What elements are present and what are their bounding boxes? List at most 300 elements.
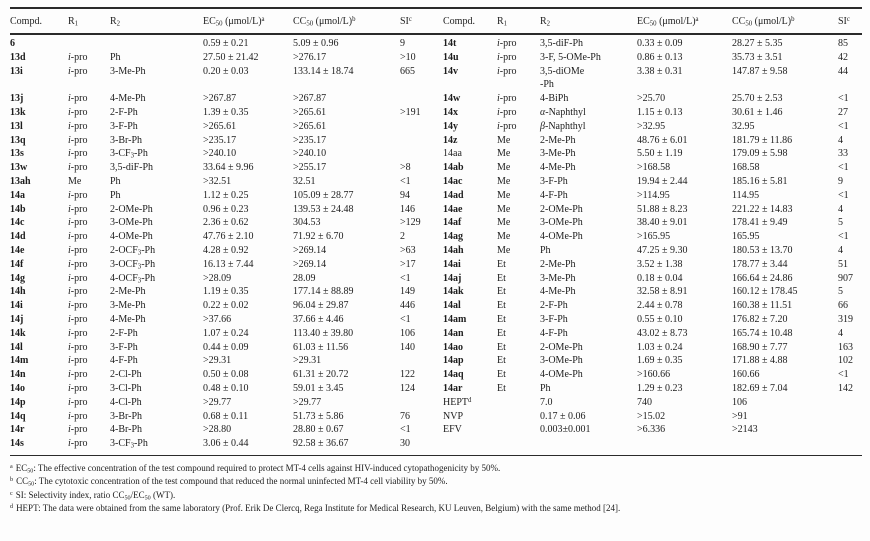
si-cell	[400, 354, 443, 368]
footnote-c: $^c$ SI: Selectivity index, ratio $CC_{50}/EC_{50}$ (WT).	[10, 489, 176, 502]
cc50-cell: >2143	[732, 424, 758, 436]
table-row	[10, 134, 862, 148]
compd-cell: 14b	[10, 203, 26, 215]
r1-cell	[497, 396, 540, 410]
si-cell: 27	[838, 106, 848, 118]
compd-cell: 14ao	[443, 341, 463, 353]
compd-cell: EFV	[443, 424, 462, 436]
cc50-cell: 61.03 ± 11.56	[293, 341, 349, 353]
ec50-cell: 0.50 ± 0.08	[203, 369, 249, 381]
si-cell: 149	[400, 286, 415, 298]
table-row	[10, 120, 862, 134]
compd-cell: 14m	[10, 355, 29, 367]
ec50-cell: 1.03 ± 0.24	[637, 341, 683, 353]
r1-cell: Et	[497, 300, 506, 312]
cc50-cell	[732, 437, 838, 451]
ec50-cell: 5.50 ± 1.19	[637, 148, 683, 160]
ec50-cell: >240.10	[203, 148, 237, 160]
r2-cell: α-Naphthyl	[540, 106, 586, 118]
ec50-cell: 0.22 ± 0.02	[203, 300, 249, 312]
r2-cell	[110, 78, 203, 92]
compd-cell: 13q	[10, 134, 26, 146]
cc50-cell: 180.53 ± 13.70	[732, 244, 793, 256]
r2-cell: 4-Me-Ph	[110, 313, 146, 325]
si-cell: <1	[838, 120, 849, 132]
cc50-cell: 28.09	[293, 272, 316, 284]
compd-cell: 14d	[10, 231, 26, 243]
r2-cell: 2-F-Ph	[110, 106, 138, 118]
r2-cell: 3-Me-Ph	[540, 148, 576, 160]
footnote-a: $^a$ $EC_{50}$: The effective concentration of the test compound required to protect MT-4 cells against HIV-induced cytopathogenicity by 50%.	[10, 462, 501, 475]
compd-cell: 14r	[10, 424, 25, 436]
ec50-cell	[637, 78, 732, 92]
ec50-cell: 33.64 ± 9.96	[203, 162, 254, 174]
si-cell	[838, 410, 862, 424]
compd-cell: 14ap	[443, 355, 464, 367]
r1-cell: Et	[497, 355, 506, 367]
footnote-d: $^d$ HEPT: The data were obtained from the same laboratory (Prof. Erik De Clercq, Rega Institute for Medical Research, KU Leuven, Belgium) with the same method [24].	[10, 502, 621, 513]
r2-cell: Ph	[110, 51, 121, 63]
cc50-cell: 166.64 ± 24.86	[732, 272, 793, 284]
r1-cell	[497, 78, 540, 92]
r2-cell: 4-OMe-Ph	[540, 231, 583, 243]
cc50-cell: >276.17	[293, 51, 327, 63]
cc50-cell: 160.38 ± 11.51	[732, 300, 793, 312]
r2-cell: β-Naphthyl	[540, 120, 586, 132]
r1-cell: Et	[497, 313, 506, 325]
table-row	[10, 354, 862, 368]
r1-cell: Et	[497, 286, 506, 298]
r1-cell: Et	[497, 258, 506, 270]
table-row	[10, 410, 862, 424]
si-cell: >63	[400, 244, 416, 256]
header-r1-right: $R_1$	[497, 15, 508, 28]
si-cell	[400, 78, 443, 92]
ec50-cell: >32.95	[637, 120, 666, 132]
table-row	[10, 285, 862, 299]
compd-cell: 14k	[10, 327, 26, 339]
r1-cell: Me	[497, 244, 511, 256]
si-cell: 4	[838, 244, 843, 256]
ec50-cell: 1.07 ± 0.24	[203, 327, 249, 339]
r1-cell: i-pro	[497, 120, 517, 132]
r2-cell: 2-Me-Ph	[540, 134, 576, 146]
r1-cell	[497, 437, 540, 451]
si-cell: <1	[838, 231, 849, 243]
si-cell: 665	[400, 65, 415, 77]
compd-cell: 14am	[443, 313, 467, 325]
cc50-cell: 133.14 ± 18.74	[293, 65, 354, 77]
ec50-cell: 0.86 ± 0.13	[637, 51, 683, 63]
r1-cell: Me	[68, 175, 82, 187]
compd-cell: 14s	[10, 438, 24, 450]
r1-cell: i-pro	[68, 244, 88, 256]
cc50-cell: >240.10	[293, 148, 327, 160]
header-cc50-right: $CC_{50}$ $(\mu mol/L)^b$	[732, 15, 795, 28]
r1-cell: i-pro	[497, 38, 517, 49]
compd-cell: 13l	[10, 120, 23, 132]
ec50-cell: 1.29 ± 0.23	[637, 382, 683, 394]
cc50-cell: >29.77	[293, 396, 322, 408]
r1-cell: i-pro	[68, 272, 88, 284]
si-cell: 30	[400, 438, 410, 450]
r1-cell: Me	[497, 148, 511, 160]
si-cell	[400, 92, 443, 106]
r2-cell: 2-Me-Ph	[540, 258, 576, 270]
si-cell: 124	[400, 382, 415, 394]
header-r2-left: $R_2$	[110, 15, 121, 28]
compd-cell: 13w	[10, 162, 28, 174]
compd-cell: 14z	[443, 134, 458, 146]
si-cell: 51	[838, 258, 848, 270]
cc50-cell: >235.17	[293, 134, 327, 146]
cc50-cell: 147.87 ± 9.58	[732, 65, 788, 77]
si-cell: <1	[400, 272, 411, 284]
r2-cell: 4-Me-Ph	[540, 286, 576, 298]
footnote-rule	[10, 455, 862, 456]
si-cell: <1	[400, 175, 411, 187]
r2-cell: 3-F-Ph	[110, 120, 138, 132]
ec50-cell: 43.02 ± 8.73	[637, 327, 688, 339]
r1-cell: i-pro	[68, 148, 88, 160]
compd-cell: 14aa	[443, 148, 462, 160]
si-cell	[838, 423, 862, 437]
r2-cell: 3-Me-Ph	[110, 65, 146, 77]
cc50-cell: 178.41 ± 9.49	[732, 217, 788, 229]
header-rule	[10, 33, 862, 35]
si-cell: >10	[400, 51, 416, 63]
r2-cell: $4-OCF_3-Ph$	[110, 272, 156, 285]
table-row	[10, 313, 862, 327]
ec50-cell: >29.77	[203, 396, 232, 408]
ec50-cell: 0.20 ± 0.03	[203, 65, 249, 77]
cc50-cell: 96.04 ± 29.87	[293, 300, 349, 312]
ec50-cell: 4.28 ± 0.92	[203, 244, 249, 256]
compd-cell: 13k	[10, 106, 26, 118]
r2-cell: 7.0	[540, 396, 553, 408]
r1-cell: Et	[497, 382, 506, 394]
si-cell: 102	[838, 355, 853, 367]
compd-cell: 14ar	[443, 382, 463, 394]
footnote-b: $^b$ $CC_{50}$: The cytotoxic concentration of the test compound that reduced the normal uninfected MT-4 cell viability by 50%.	[10, 476, 448, 488]
si-cell: 122	[400, 369, 415, 381]
cc50-cell: 165.74 ± 10.48	[732, 327, 793, 339]
r1-cell: i-pro	[68, 300, 88, 312]
cc50-cell: 25.70 ± 2.53	[732, 93, 783, 105]
si-cell: 4	[838, 134, 843, 146]
ec50-cell: >168.58	[637, 162, 671, 174]
cc50-cell: 221.22 ± 14.83	[732, 203, 793, 215]
si-cell: 42	[838, 51, 848, 63]
ec50-cell: 19.94 ± 2.44	[637, 175, 688, 187]
r2-cell: 2-OMe-Ph	[540, 203, 583, 215]
header-r1-left: $R_1$	[68, 15, 79, 28]
r2-cell: 3-F-Ph	[540, 313, 568, 325]
ec50-cell: 0.44 ± 0.09	[203, 341, 249, 353]
table-row	[10, 258, 862, 272]
cc50-cell: 179.09 ± 5.98	[732, 148, 788, 160]
cc50-cell: 178.77 ± 3.44	[732, 258, 788, 270]
si-cell: 907	[838, 272, 853, 284]
compd-cell: 14u	[443, 51, 459, 63]
r2-cell: 4-F-Ph	[540, 189, 568, 201]
r1-cell: Me	[497, 162, 511, 174]
ec50-cell: 48.76 ± 6.01	[637, 134, 688, 146]
table-row	[10, 272, 862, 286]
header-si-left: $SI^c$	[400, 15, 412, 27]
compd-cell: 14q	[10, 410, 26, 422]
r2-cell: Ph	[540, 244, 551, 256]
cc50-cell: >255.17	[293, 162, 327, 174]
r2-cell: 4-BiPh	[540, 93, 569, 105]
compd-cell: 14e	[10, 244, 25, 256]
si-cell: 5	[838, 217, 843, 229]
cc50-cell: 92.58 ± 36.67	[293, 438, 349, 450]
r2-cell: 3-Me-Ph	[110, 300, 146, 312]
ec50-cell: 27.50 ± 21.42	[203, 51, 259, 63]
si-cell: 106	[400, 327, 415, 339]
ec50-cell: 38.40 ± 9.01	[637, 217, 688, 229]
header-compd-right: Compd.	[443, 15, 475, 27]
cc50-cell: 139.53 ± 24.48	[293, 203, 354, 215]
ec50-cell: >37.66	[203, 313, 232, 325]
table-row	[10, 437, 862, 451]
si-cell: 142	[838, 382, 853, 394]
r2-cell: $3-OCF_3-Ph$	[110, 258, 156, 271]
si-cell: 4	[838, 203, 843, 215]
r2-cell: 3-Cl-Ph	[110, 382, 142, 394]
ec50-cell: 47.76 ± 2.10	[203, 231, 254, 243]
r1-cell: i-pro	[68, 410, 88, 422]
r2-cell: Ph	[110, 189, 121, 201]
table-header-row	[10, 9, 862, 33]
compd-cell: 14a	[10, 189, 25, 201]
ec50-cell: 1.15 ± 0.13	[637, 106, 683, 118]
table-row	[10, 161, 862, 175]
r2-cell: 4-F-Ph	[540, 327, 568, 339]
si-cell	[400, 134, 443, 148]
footnotes	[10, 459, 862, 515]
r2-cell: 3-OMe-Ph	[540, 217, 583, 229]
r1-cell: Et	[497, 369, 506, 381]
r1-cell: i-pro	[497, 93, 517, 105]
r2-cell: 4-Cl-Ph	[110, 396, 142, 408]
r2-cell: 4-Br-Ph	[110, 424, 143, 436]
r1-cell	[497, 423, 540, 437]
compd-cell: 14aj	[443, 272, 462, 284]
cc50-cell: 32.51	[293, 175, 316, 187]
r1-cell	[497, 410, 540, 424]
compd-cell: 13ah	[10, 175, 31, 187]
data-table	[10, 7, 862, 515]
cc50-cell: 176.82 ± 7.20	[732, 313, 788, 325]
si-cell: 85	[838, 38, 848, 49]
compd-cell: 14ac	[443, 175, 463, 187]
cc50-cell	[293, 78, 400, 92]
ec50-cell: >28.80	[203, 424, 232, 436]
r2-cell: 2-F-Ph	[540, 300, 568, 312]
si-cell: 76	[400, 410, 410, 422]
compd-cell: 6	[10, 38, 15, 49]
compd-cell: 13j	[10, 93, 24, 105]
si-cell	[838, 78, 862, 92]
cc50-cell: >265.61	[293, 106, 327, 118]
header-cc50-left: $CC_{50}$ $(\mu mol/L)^b$	[293, 15, 356, 28]
cc50-cell: 61.31 ± 20.72	[293, 369, 349, 381]
si-cell: <1	[400, 313, 411, 325]
table-row	[10, 92, 862, 106]
cc50-cell: 51.73 ± 5.86	[293, 410, 344, 422]
cc50-cell: >29.31	[293, 355, 322, 367]
compd-cell: 14ai	[443, 258, 461, 270]
r2-cell: Ph	[110, 175, 121, 187]
cc50-cell: 177.14 ± 88.89	[293, 286, 354, 298]
ec50-cell	[637, 437, 732, 451]
header-si-right: $SI^c$	[838, 15, 850, 27]
compd-cell: 14j	[10, 313, 24, 325]
compd-cell: 14t	[443, 38, 457, 49]
r1-cell: i-pro	[497, 51, 517, 63]
si-cell: 5	[838, 286, 843, 298]
table-row	[10, 368, 862, 382]
table-row	[10, 382, 862, 396]
r1-cell: i-pro	[68, 120, 88, 132]
ec50-cell: 2.44 ± 0.78	[637, 300, 683, 312]
r1-cell: Et	[497, 272, 506, 284]
compd-cell: 14c	[10, 217, 25, 229]
cc50-cell: >269.14	[293, 244, 327, 256]
ec50-cell: >15.02	[637, 410, 666, 422]
r1-cell: i-pro	[68, 65, 88, 77]
compd-cell: 14h	[10, 286, 26, 298]
r1-cell: i-pro	[68, 93, 88, 105]
r2-cell: 3-F, 5-OMe-Ph	[540, 51, 601, 63]
r1-cell: i-pro	[68, 369, 88, 381]
si-cell: 4	[838, 327, 843, 339]
r2-cell: 2-OMe-Ph	[540, 341, 583, 353]
r2-cell: -Ph	[540, 79, 554, 91]
r2-cell: 3,5-diOMe	[540, 65, 585, 77]
compd-cell: 14ag	[443, 231, 463, 243]
compd-cell: 14y	[443, 120, 458, 132]
si-cell: >129	[400, 217, 421, 229]
r1-cell: i-pro	[68, 106, 88, 118]
cc50-cell: 35.73 ± 3.51	[732, 51, 783, 63]
ec50-cell: >29.31	[203, 355, 232, 367]
r1-cell: i-pro	[68, 134, 88, 146]
cc50-cell: 160.66	[732, 369, 760, 381]
ec50-cell: >235.17	[203, 134, 237, 146]
cc50-cell: 304.53	[293, 217, 321, 229]
ec50-cell: >267.87	[203, 93, 237, 105]
r2-cell: 4-OMe-Ph	[110, 231, 153, 243]
compd-cell: 14w	[443, 93, 461, 105]
r2-cell: 2-Cl-Ph	[110, 369, 142, 381]
r1-cell: i-pro	[68, 355, 88, 367]
cc50-cell: 168.90 ± 7.77	[732, 341, 788, 353]
ec50-cell: >265.61	[203, 120, 237, 132]
r1-cell: i-pro	[68, 286, 88, 298]
ec50-cell: 47.25 ± 9.30	[637, 244, 688, 256]
cc50-cell: 185.16 ± 5.81	[732, 175, 788, 187]
ec50-cell: 2.36 ± 0.62	[203, 217, 249, 229]
si-cell	[838, 396, 862, 410]
cc50-cell: 181.79 ± 11.86	[732, 134, 793, 146]
cc50-cell: 160.12 ± 178.45	[732, 286, 798, 298]
header-r2-right: $R_2$	[540, 15, 551, 28]
table-row	[10, 147, 862, 161]
r1-cell: i-pro	[68, 396, 88, 408]
si-cell: <1	[838, 162, 849, 174]
compd-cell: 14g	[10, 272, 25, 284]
cc50-cell: 37.66 ± 4.46	[293, 313, 344, 325]
header-compd-left: Compd.	[10, 15, 42, 27]
r2-cell: Ph	[540, 382, 551, 394]
si-cell: <1	[838, 369, 849, 381]
ec50-cell: >165.95	[637, 231, 671, 243]
compd-cell: 14ad	[443, 189, 464, 201]
cc50-cell: 106	[732, 396, 747, 408]
r2-cell: 2-OMe-Ph	[110, 203, 153, 215]
cc50-cell: 5.09 ± 0.96	[293, 38, 339, 49]
si-cell: 9	[400, 38, 405, 49]
cc50-cell: >267.87	[293, 93, 327, 105]
r1-cell: i-pro	[68, 313, 88, 325]
r2-cell: 4-Me-Ph	[540, 162, 576, 174]
si-cell: <1	[838, 189, 849, 201]
r1-cell: Et	[497, 341, 506, 353]
r2-cell: 0.17 ± 0.06	[540, 410, 586, 422]
cc50-cell: 182.69 ± 7.04	[732, 382, 788, 394]
ec50-cell: 3.52 ± 1.38	[637, 258, 683, 270]
cc50-cell: 28.27 ± 5.35	[732, 38, 783, 49]
r1-cell: i-pro	[68, 162, 88, 174]
ec50-cell: 1.69 ± 0.35	[637, 355, 683, 367]
si-cell	[400, 396, 443, 410]
compd-cell: 14f	[10, 258, 24, 270]
cc50-cell: 165.95	[732, 231, 760, 243]
r1-cell: i-pro	[497, 106, 517, 118]
r1-cell: Me	[497, 231, 511, 243]
si-cell: 44	[838, 65, 848, 77]
r1-cell: i-pro	[68, 203, 88, 215]
r1-cell: Me	[497, 175, 511, 187]
compd-cell: 13i	[10, 65, 23, 77]
compd-cell: 14p	[10, 396, 26, 408]
compd-cell: 14an	[443, 327, 464, 339]
cc50-cell: >265.61	[293, 120, 327, 132]
ec50-cell: 16.13 ± 7.44	[203, 258, 254, 270]
si-cell: <1	[838, 93, 849, 105]
ec50-cell: >6.336	[637, 424, 666, 436]
cc50-cell: 71.92 ± 6.70	[293, 231, 344, 243]
r1-cell: i-pro	[68, 189, 88, 201]
r1-cell: Et	[497, 327, 506, 339]
table-row	[10, 189, 862, 203]
si-cell: 163	[838, 341, 853, 353]
r2-cell	[540, 437, 637, 451]
r2-cell: 3-F-Ph	[110, 341, 138, 353]
compd-cell: 14n	[10, 369, 26, 381]
cc50-cell: 114.95	[732, 189, 760, 201]
si-cell: <1	[400, 424, 411, 436]
ec50-cell: 32.58 ± 8.91	[637, 286, 688, 298]
r1-cell: i-pro	[68, 327, 88, 339]
compd-cell	[443, 78, 497, 92]
r1-cell: i-pro	[68, 424, 88, 436]
header-ec50-left: $EC_{50}$ $(\mu mol/L)^a$	[203, 15, 265, 28]
si-cell	[400, 147, 443, 161]
